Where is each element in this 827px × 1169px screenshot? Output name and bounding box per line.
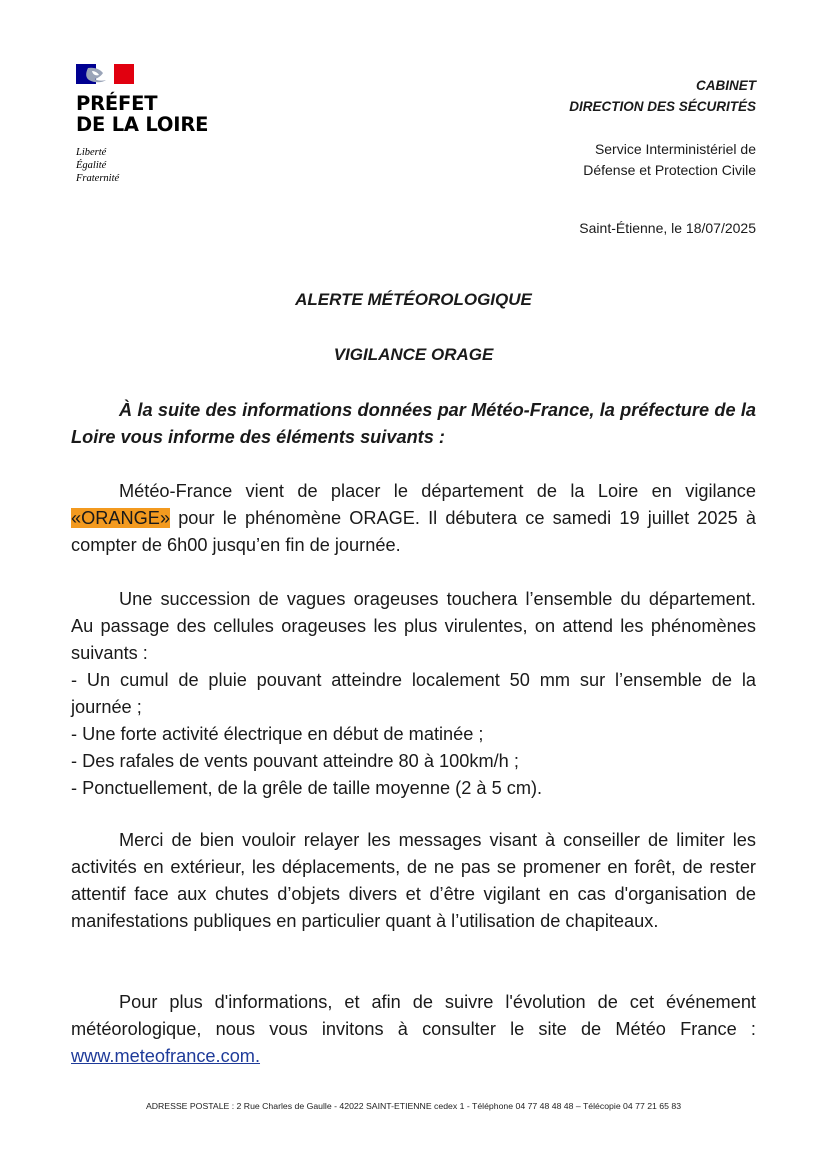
list-item: - Ponctuellement, de la grêle de taille moyenne (2 à 5 cm). bbox=[71, 778, 543, 798]
prefecture-logo bbox=[76, 64, 236, 185]
header-service-line1: Service Interministériel de bbox=[594, 141, 756, 157]
info-paragraph bbox=[71, 989, 756, 1070]
page-title: ALERTE MÉTÉOROLOGIQUE bbox=[295, 290, 532, 309]
intro-text: À la suite des informations données par Météo-France, la préfecture de la Loire vous informe des éléments suivants : bbox=[71, 400, 756, 447]
orange-highlight: «ORANGE» bbox=[71, 508, 171, 528]
vigilance-text-after: pour le phénomène ORAGE. Il débutera ce samedi 19 juillet 2025 à compter de 6h00 jusqu’en fin de journée. bbox=[71, 508, 756, 555]
info-text: Pour plus d'informations, et afin de suivre l'évolution de cet événement météorologique, nous vous invitons à consulter le site de Météo France : bbox=[71, 992, 756, 1039]
vigilance-paragraph bbox=[71, 478, 756, 559]
list-item: - Un cumul de pluie pouvant atteindre localement 50 mm sur l’ensemble de la journée ; bbox=[71, 670, 756, 717]
list-item: - Une forte activité électrique en début de matinée ; bbox=[71, 724, 484, 744]
intro-paragraph bbox=[71, 397, 756, 451]
motto-liberte: Liberté bbox=[76, 147, 107, 158]
footer-address: ADRESSE POSTALE : 2 Rue Charles de Gaulle - 42022 SAINT-ETIENNE cedex 1 - Téléphone 04 77 48 48 48 – Télécopie 04 77 21 65 83 bbox=[145, 1101, 682, 1111]
meteofrance-link[interactable]: www.meteofrance.com. bbox=[71, 1046, 261, 1066]
list-item: - Des rafales de vents pouvant atteindre 80 à 100km/h ; bbox=[71, 751, 519, 771]
motto-egalite: Égalité bbox=[76, 160, 107, 171]
logo-name-line2: DE LA LOIRE bbox=[76, 113, 209, 136]
motto-fraternite: Fraternité bbox=[76, 173, 120, 184]
header-direction: DIRECTION DES SÉCURITÉS bbox=[569, 99, 756, 114]
vigilance-text-before: Météo-France vient de placer le département de la Loire en vigilance bbox=[119, 481, 756, 501]
advice-paragraph bbox=[71, 827, 756, 935]
advice-text: Merci de bien vouloir relayer les messages visant à conseiller de limiter les activités en extérieur, les déplacements, de ne pas se promener en forêt, de rester attentif face aux chutes d’objets divers et d’être vigilant en cas d'organisation de manifestations publiques en particulier quant à l’utilisation de chapiteaux. bbox=[71, 830, 756, 931]
header-cabinet: CABINET bbox=[696, 78, 756, 93]
header-service-line2: Défense et Protection Civile bbox=[583, 162, 756, 178]
phenomena-paragraph bbox=[71, 586, 756, 802]
logo-name-line1: PRÉFET bbox=[76, 92, 158, 115]
marianne-flag-icon bbox=[76, 64, 134, 84]
page-subtitle: VIGILANCE ORAGE bbox=[333, 345, 494, 364]
place-date: Saint-Étienne, le 18/07/2025 bbox=[579, 220, 756, 236]
phenomena-intro: Une succession de vagues orageuses touchera l’ensemble du département. Au passage des cellules orageuses les plus virulentes, on attend les phénomènes suivants : bbox=[71, 589, 756, 663]
